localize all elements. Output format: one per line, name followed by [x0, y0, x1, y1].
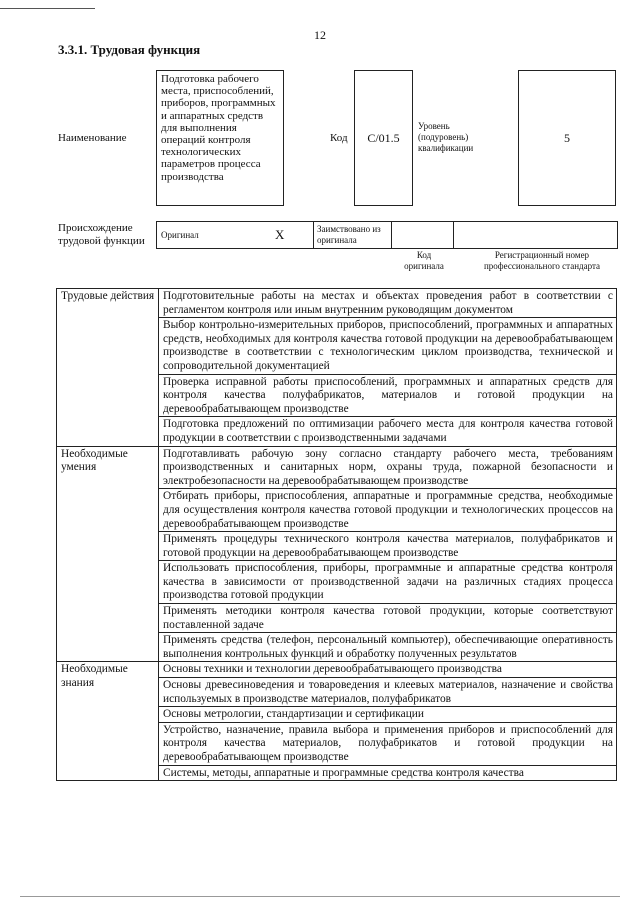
bottom-rule	[20, 896, 620, 897]
list-item: Системы, методы, аппаратные и программные средства контроля качества	[159, 765, 617, 781]
page-number: 12	[314, 28, 326, 42]
function-name: Подготовка рабочего места, приспособлений, приборов, программных и аппаратных средств для выполнения операций контроля технологических параметров процесса производства	[156, 70, 284, 206]
table-row	[57, 662, 617, 678]
category-knowledge: Необходимые знания	[57, 662, 159, 781]
origin-reg-caption: Регистрационный номер профессионального стандарта	[483, 250, 601, 271]
list-item: Устройство, назначение, правила выбора и применения приборов и приспособлений для контроля качества материалов, полуфабрикатов и готовой продукции на деревообрабатывающем производстве	[159, 722, 617, 765]
origin-mark: X	[275, 227, 285, 242]
function-code: C/01.5	[354, 70, 413, 206]
list-item: Подготавливать рабочую зону согласно стандарту рабочего места, требованиям производственных и санитарных норм, охраны труда, пожарной безопасности и электробезопасности на деревообрабатывающем производстве	[159, 446, 617, 489]
list-item: Подготовительные работы на местах и объектах проведения работ в соответствии с регламентом контроля или иным внутренним руководящим документом	[159, 289, 617, 318]
origin-original: Оригинал	[161, 230, 199, 240]
origin-code-caption: Код оригинала	[404, 250, 444, 271]
table-row	[57, 446, 617, 489]
list-item: Основы техники и технологии деревообрабатывающего производства	[159, 662, 617, 678]
origin-row	[156, 221, 618, 249]
section-title: 3.3.1. Трудовая функция	[58, 42, 201, 57]
category-labor-actions: Трудовые действия	[57, 289, 159, 447]
level-label: Уровень (подуровень) квалификации	[418, 121, 474, 153]
corner-rule	[0, 8, 95, 9]
list-item: Использовать приспособления, приборы, программные и аппаратные средства контроля качества в зависимости от производственной задачи на различных стадиях процесса производства готовой продукции	[159, 561, 617, 604]
list-item: Подготовка предложений по оптимизации рабочего места для контроля качества готовой продукции в соответствии с производственными задачами	[159, 417, 617, 446]
code-label: Код	[330, 132, 348, 144]
origin-label: Происхождение трудовой функции	[58, 222, 145, 247]
list-item: Отбирать приборы, приспособления, аппаратные и программные средства, необходимые для осуществления контроля качества готовой продукции и технологических процессов на деревообрабатывающем производстве	[159, 489, 617, 532]
table-row	[57, 289, 617, 318]
list-item: Применять методики контроля качества готовой продукции, которые соответствуют поставленной задаче	[159, 604, 617, 633]
name-label: Наименование	[58, 132, 127, 144]
list-item: Выбор контрольно-измерительных приборов, приспособлений, программных и аппаратных средств, необходимых для контроля качества готовой продукции на деревообрабатывающем производстве в соответствии с технологическим циклом производства, технической и сопроводительной документацией	[159, 318, 617, 374]
origin-borrowed: Заимствовано из оригинала	[317, 224, 381, 245]
list-item: Применять процедуры технического контроля качества материалов, полуфабрикатов и готовой продукции на деревообрабатывающем производстве	[159, 532, 617, 561]
list-item: Основы древесиноведения и товароведения и клеевых материалов, назначение и свойства используемых в производстве материалов, полуфабрикатов	[159, 678, 617, 707]
function-table	[56, 288, 617, 781]
list-item: Применять средства (телефон, персональный компьютер), обеспечивающие оперативность выполнения контрольных функций и обработку полученных результатов	[159, 633, 617, 662]
qualification-level: 5	[518, 70, 616, 206]
list-item: Основы метрологии, стандартизации и сертификации	[159, 707, 617, 723]
category-skills: Необходимые умения	[57, 446, 159, 662]
list-item: Проверка исправной работы приспособлений, программных и аппаратных средств для контроля качества полуфабрикатов, материалов и готовой продукции на деревообрабатывающем производстве	[159, 374, 617, 417]
